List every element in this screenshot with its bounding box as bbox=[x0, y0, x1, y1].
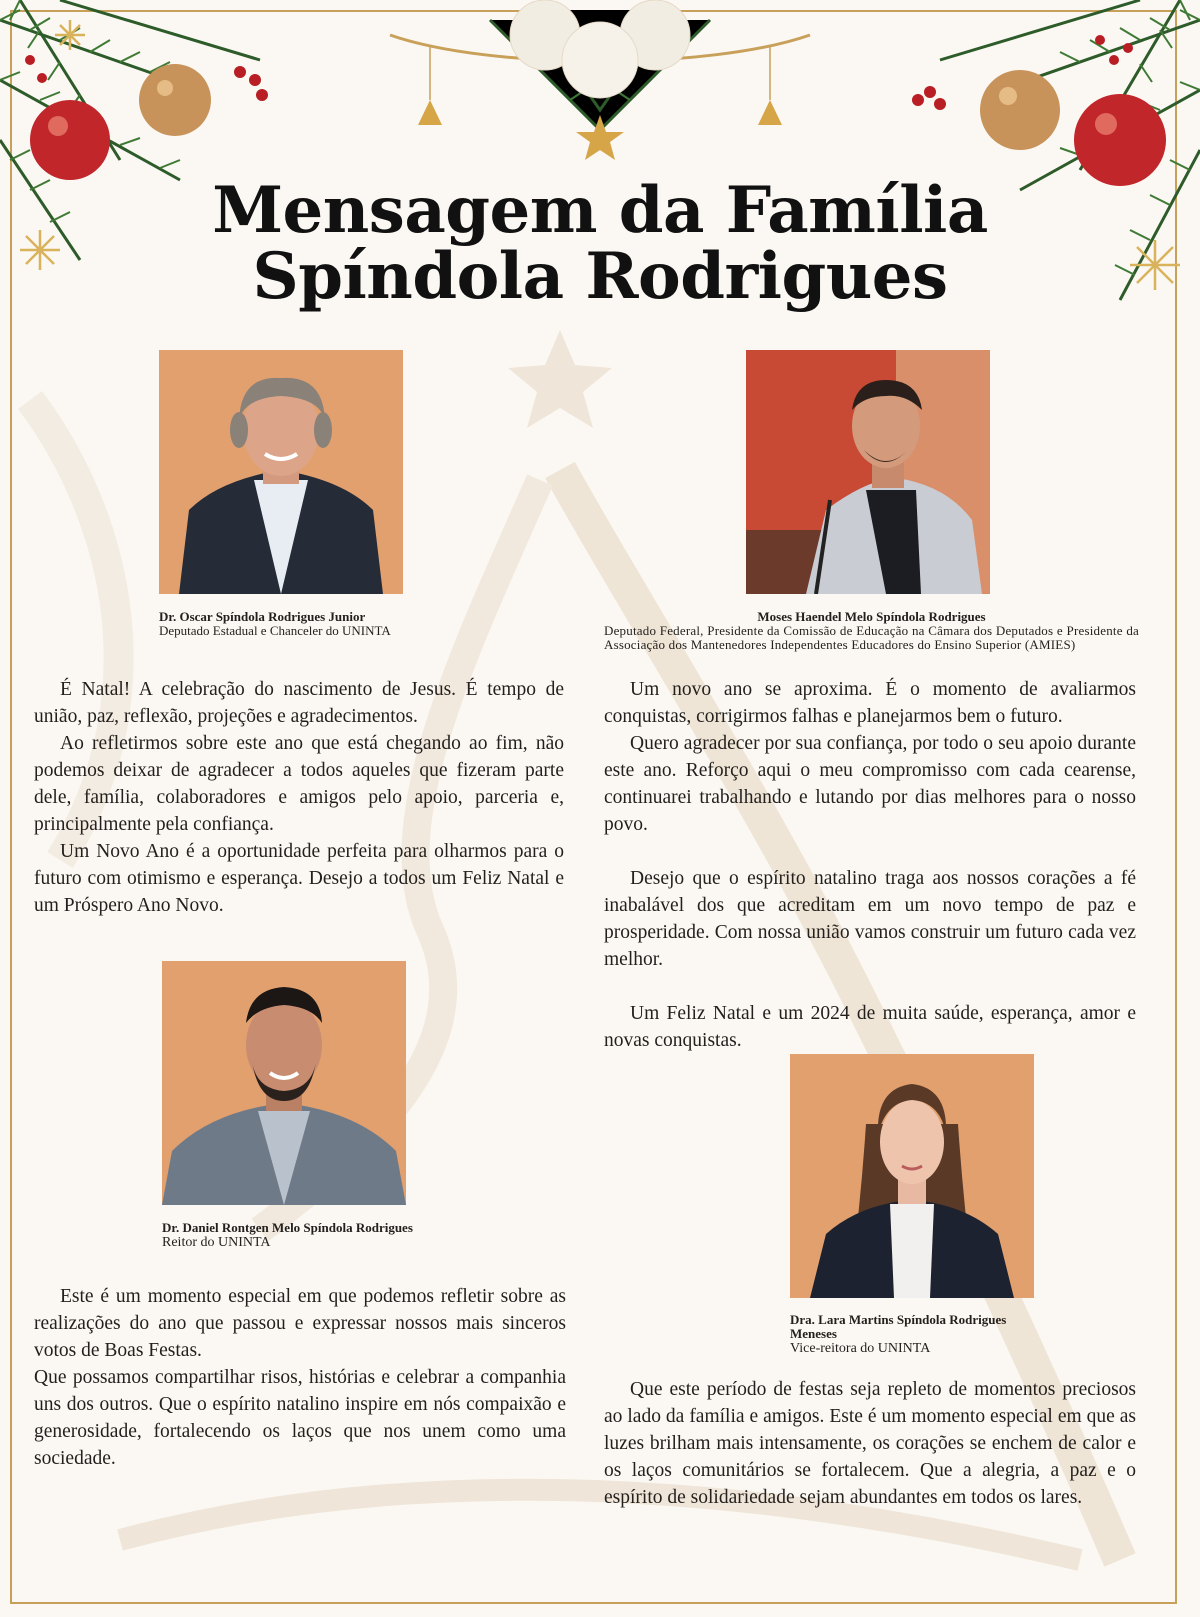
person-role: Reitor do UNINTA bbox=[162, 1235, 271, 1250]
page-title-line-2: Spíndola Rodrigues bbox=[252, 239, 948, 314]
message-paragraph: Ao refletirmos sobre este ano que está chegando ao fim, não podemos deixar de agradecer a todos aqueles que fizeram parte dele, família, colaboradores e amigos pelo apoio, parceria e, principalmente pela confiança. bbox=[34, 733, 564, 835]
portrait-oscar bbox=[159, 350, 403, 594]
caption-oscar bbox=[159, 610, 459, 638]
person-name: Dr. Daniel Rontgen Melo Spíndola Rodrigues bbox=[162, 1220, 413, 1235]
message-paragraph: É Natal! A celebração do nascimento de Jesus. É tempo de união, paz, reflexão, projeções e agradecimentos. bbox=[34, 679, 564, 727]
message-paragraph: Um novo ano se aproxima. É o momento de avaliarmos conquistas, corrigirmos falhas e planejarmos bem o futuro. bbox=[604, 679, 1136, 727]
christmas-decoration-center bbox=[370, 0, 830, 170]
message-paragraph: Quero agradecer por sua confiança, por todo o seu apoio durante este ano. Reforço aqui o meu compromisso com cada cearense, continuarei trabalhando e lutando por dias melhores para o nosso povo. bbox=[604, 733, 1136, 835]
message-paragraph: Que possamos compartilhar risos, histórias e celebrar a companhia uns dos outros. Que o espírito natalino inspire em nós compaixão e generosidade, fortalecendo os laços que nos unem como uma sociedade. bbox=[34, 1367, 566, 1469]
message-paragraph: Um Feliz Natal e um 2024 de muita saúde, esperança, amor e novas conquistas. bbox=[604, 1003, 1136, 1051]
message-paragraph: Desejo que o espírito natalino traga aos nossos corações a fé inabalável dos que acreditam em um novo tempo de paz e prosperidade. Com nossa união vamos construir um futuro cada vez melhor. bbox=[604, 868, 1136, 970]
caption-moses bbox=[604, 610, 1139, 652]
person-role: Deputado Federal, Presidente da Comissão de Educação na Câmara dos Deputados e Presidente da Associação dos Mantenedores Independentes Educadores do Ensino Superior (AMIES) bbox=[604, 623, 1139, 652]
message-oscar bbox=[34, 676, 564, 919]
message-paragraph: Este é um momento especial em que podemos refletir sobre as realizações do ano que passou e expressar nossos mais sinceros votos de Boas Festas. bbox=[34, 1286, 566, 1361]
person-role: Deputado Estadual e Chanceler do UNINTA bbox=[159, 623, 391, 638]
person-role: Vice-reitora do UNINTA bbox=[790, 1341, 931, 1356]
message-paragraph: Um Novo Ano é a oportunidade perfeita para olharmos para o futuro com otimismo e esperança. Desejo a todos um Feliz Natal e um Próspero Ano Novo. bbox=[34, 841, 564, 916]
caption-daniel bbox=[162, 1221, 422, 1251]
message-moses bbox=[604, 676, 1136, 1054]
message-paragraph: Que este período de festas seja repleto de momentos preciosos ao lado da família e amigos. Este é um momento especial em que as luzes brilham mais intensamente, os corações se enchem de calor e os laços comunitários se fortalecem. Que a alegria, a paz e o espírito de solidariedade sejam abundantes em todos os lares. bbox=[604, 1379, 1136, 1508]
portrait-daniel bbox=[162, 961, 406, 1205]
page-title-line-1: Mensagem da Família bbox=[212, 173, 988, 248]
message-daniel bbox=[34, 1283, 566, 1472]
person-name: Dra. Lara Martins Spíndola Rodrigues Meneses bbox=[790, 1312, 1007, 1341]
message-lara bbox=[604, 1376, 1136, 1511]
person-name: Dr. Oscar Spíndola Rodrigues Junior bbox=[159, 609, 366, 624]
person-name: Moses Haendel Melo Spíndola Rodrigues bbox=[757, 609, 986, 624]
portrait-lara bbox=[790, 1054, 1034, 1298]
portrait-moses bbox=[746, 350, 990, 594]
caption-lara bbox=[790, 1313, 1050, 1357]
